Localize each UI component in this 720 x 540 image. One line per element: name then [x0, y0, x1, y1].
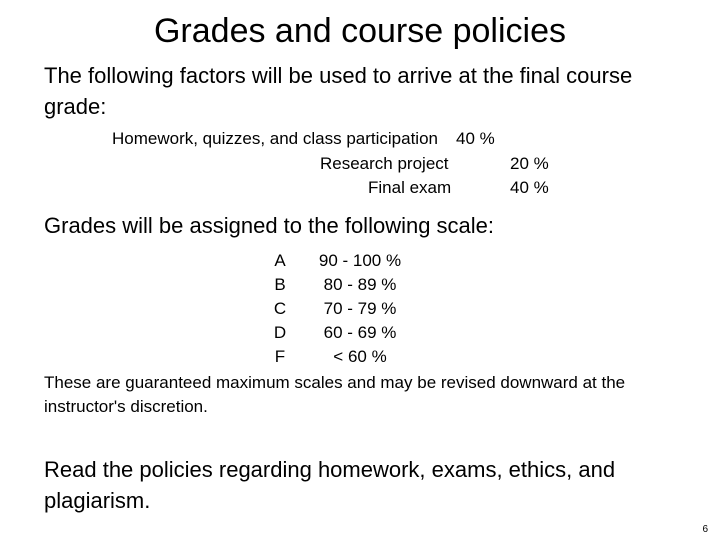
grade-range: < 60 % [333, 347, 387, 366]
slide-title: Grades and course policies [153, 12, 566, 50]
grade-range: 80 - 89 % [323, 275, 397, 294]
grade-letter: B [274, 275, 286, 294]
grade-range: 60 - 69 % [323, 323, 397, 342]
policies-text: Read the policies regarding homework, exams, ethics, and plagiarism. [44, 457, 616, 513]
page-number: 6 [702, 524, 708, 535]
grade-range: 70 - 79 % [323, 299, 397, 318]
grade-letter: F [274, 347, 286, 366]
intro-text: The following factors will be used to arrive at the final course grade: [44, 63, 633, 119]
factor-name: Homework, quizzes, and class participation [112, 129, 438, 148]
grade-letter: D [273, 323, 287, 342]
factor-name: Final exam [368, 178, 452, 197]
grade-range: 90 - 100 % [318, 251, 402, 270]
factor-percent: 40 % [510, 178, 549, 197]
grade-letter: C [273, 299, 287, 318]
factor-percent: 40 % [456, 129, 495, 148]
scale-note: These are guaranteed maximum scales and may be revised downward at the instructor's discretion. [44, 373, 626, 416]
grade-letter: A [274, 251, 286, 270]
scale-heading: Grades will be assigned to the following scale: [44, 213, 495, 238]
factor-name: Research project [320, 154, 449, 173]
factor-percent: 20 % [510, 154, 549, 173]
